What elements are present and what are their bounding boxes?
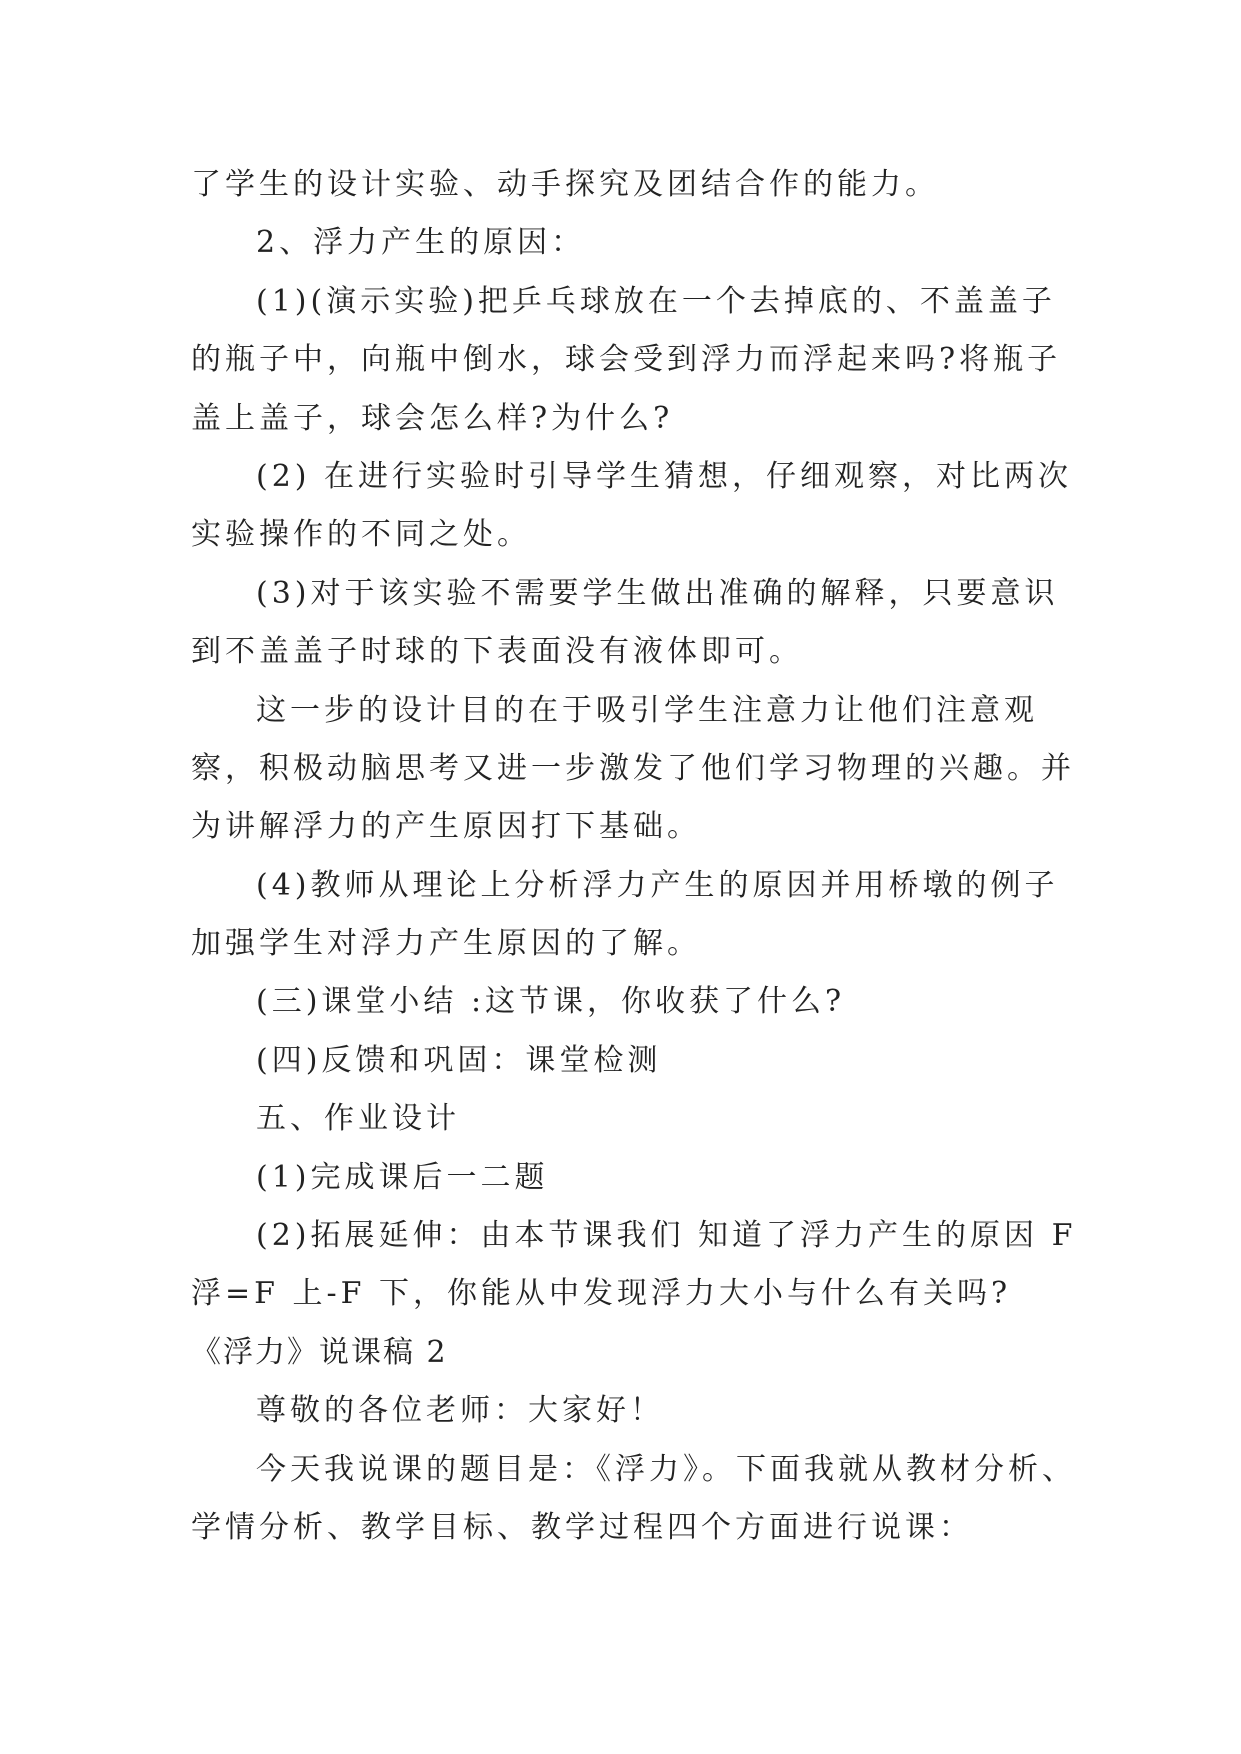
text-line: 到不盖盖子时球的下表面没有液体即可。 [191, 634, 803, 670]
text-line: 盖上盖子，球会怎么样?为什么? [191, 400, 674, 436]
section-heading: 五、作业设计 [256, 1101, 460, 1137]
text-line: (4)教师从理论上分析浮力产生的原因并用桥墩的例子 [256, 867, 1059, 903]
text-line: 今天我说课的题目是：《浮力》。下面我就从教材分析、 [256, 1451, 1076, 1487]
text-line: (2) 在进行实验时引导学生猜想，仔细观察，对比两次 [256, 458, 1073, 494]
text-line: 为讲解浮力的产生原因打下基础。 [191, 809, 701, 845]
list-item: (1)完成课后一二题 [256, 1159, 549, 1195]
document-title: 《浮力》说课稿 2 [191, 1334, 448, 1370]
text-line: 学情分析、教学目标、教学过程四个方面进行说课： [191, 1509, 973, 1545]
section-heading: (四)反馈和巩固：课堂检测 [256, 1042, 662, 1078]
section-heading: (三)课堂小结 :这节课，你收获了什么? [256, 984, 846, 1020]
text-line: 察，积极动脑思考又进一步激发了他们学习物理的兴趣。并 [191, 750, 1075, 786]
text-line: 浮=F 上-F 下，你能从中发现浮力大小与什么有关吗? [191, 1276, 1012, 1312]
document-body [191, 156, 1077, 1557]
text-line: 的瓶子中，向瓶中倒水，球会受到浮力而浮起来吗?将瓶子 [191, 342, 1062, 378]
text-line: (1)(演示实验)把乒乓球放在一个去掉底的、不盖盖子 [256, 283, 1056, 319]
text-line: 了学生的设计实验、动手探究及团结合作的能力。 [191, 167, 939, 202]
greeting-line: 尊敬的各位老师：大家好！ [256, 1393, 664, 1429]
text-line: 实验操作的不同之处。 [191, 517, 531, 553]
section-heading: 2、浮力产生的原因： [256, 225, 586, 261]
text-line: 这一步的设计目的在于吸引学生注意力让他们注意观 [256, 692, 1038, 728]
list-item: (2)拓展延伸：由本节课我们 知道了浮力产生的原因 F [256, 1218, 1077, 1254]
text-line: 加强学生对浮力产生原因的了解。 [191, 926, 701, 962]
text-line: (3)对于该实验不需要学生做出准确的解释，只要意识 [256, 575, 1059, 611]
